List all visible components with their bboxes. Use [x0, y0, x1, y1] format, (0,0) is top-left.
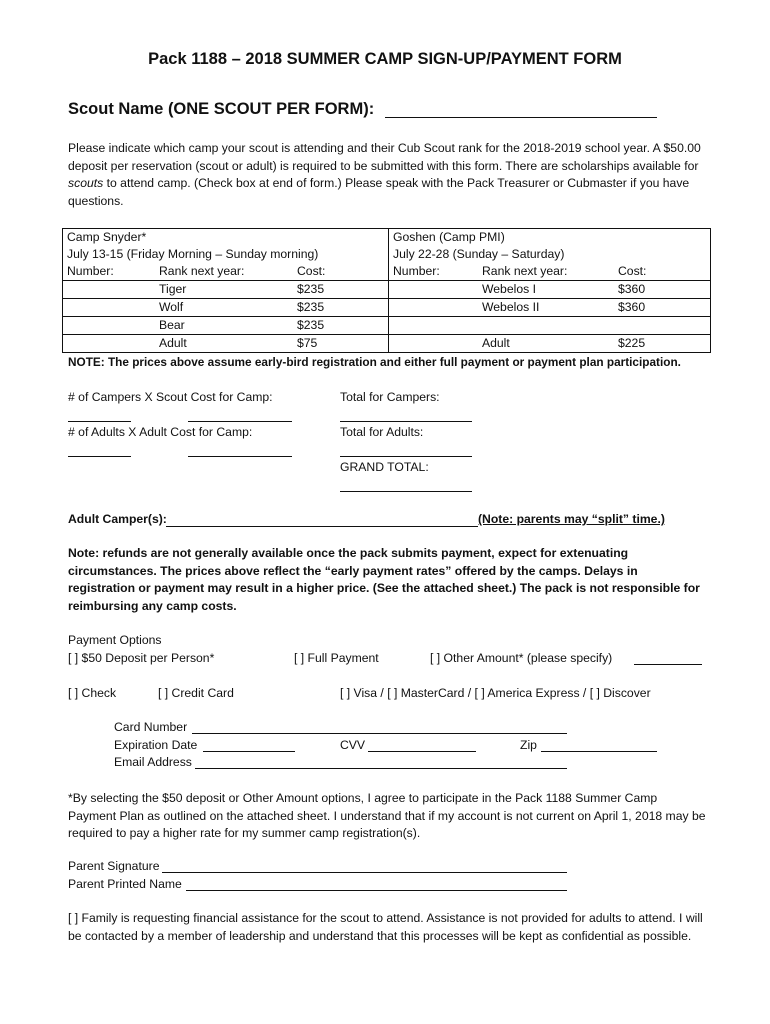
snyder-rank: Tiger: [159, 282, 187, 296]
snyder-cost: $235: [297, 300, 325, 314]
email-field[interactable]: [195, 768, 567, 769]
intro-paragraph: [68, 140, 708, 210]
expiration-label: Expiration Date: [114, 738, 198, 752]
full-payment-option[interactable]: [ ] Full Payment: [294, 651, 379, 665]
card-number-field[interactable]: [192, 733, 567, 734]
snyder-cost-header: Cost:: [297, 264, 326, 278]
grand-total-label: GRAND TOTAL:: [340, 460, 429, 474]
total-campers-field[interactable]: [340, 421, 472, 422]
deposit-option[interactable]: [ ] $50 Deposit per Person*: [68, 651, 215, 665]
adults-count-field[interactable]: [68, 456, 131, 457]
table-row: [63, 299, 711, 317]
payment-options-heading: Payment Options: [68, 633, 162, 647]
refund-note: Note: refunds are not generally available once the pack submits payment, expect for extenuating circumstances. The prices above reflect the “early payment rates” offered by the camps. Delays in registration or payment may result in a higher price. (See the attached sheet.) The pack is not responsible for reimbursing any camp costs.: [68, 546, 700, 613]
price-note: NOTE: The prices above assume early-bird registration and either full payment or payment plan participation.: [68, 355, 681, 369]
snyder-cost: $235: [297, 282, 325, 296]
snyder-rank: Bear: [159, 318, 185, 332]
credit-card-option[interactable]: [ ] Credit Card: [158, 686, 234, 700]
email-label: Email Address: [114, 755, 192, 769]
page-title: Pack 1188 – 2018 SUMMER CAMP SIGN-UP/PAYMENT FORM: [148, 50, 622, 68]
total-adults-label: Total for Adults:: [340, 425, 424, 439]
snyder-dates: July 13-15 (Friday Morning – Sunday morning): [67, 247, 319, 261]
check-option[interactable]: [ ] Check: [68, 686, 117, 700]
card-type-options[interactable]: [ ] Visa / [ ] MasterCard / [ ] America Express / [ ] Discover: [340, 686, 651, 700]
other-amount-field[interactable]: [634, 664, 702, 665]
adults-calc-label: # of Adults X Adult Cost for Camp:: [68, 425, 253, 439]
camp-pricing-table: [62, 228, 711, 353]
intro-text-2: to attend camp. (Check box at end of form.) Please speak with the Pack Treasurer or Cubmaster if you have questions.: [68, 176, 690, 208]
goshen-rank: Adult: [482, 336, 510, 350]
parent-signature-field[interactable]: [162, 872, 567, 873]
goshen-rank: Webelos I: [482, 282, 536, 296]
zip-label: Zip: [520, 738, 537, 752]
snyder-rank-header: Rank next year:: [159, 264, 245, 278]
scout-cost-field[interactable]: [188, 421, 292, 422]
goshen-dates: July 22-28 (Sunday – Saturday): [393, 247, 565, 261]
adult-campers-label: Adult Camper(s):: [68, 512, 167, 526]
snyder-rank: Adult: [159, 336, 187, 350]
table-row: [63, 281, 711, 299]
goshen-cost-header: Cost:: [618, 264, 647, 278]
campers-calc-label: # of Campers X Scout Cost for Camp:: [68, 390, 273, 404]
snyder-name: Camp Snyder*: [67, 230, 147, 244]
agreement-paragraph: *By selecting the $50 deposit or Other Amount options, I agree to participate in the Pack 1188 Summer Camp Payment Plan as outlined on the attached sheet. I understand that if my account is not current on April 1, 2018 may be required to pay a higher rate for my summer camp registration(s).: [68, 791, 706, 840]
cvv-label: CVV: [340, 738, 366, 752]
parent-signature-label: Parent Signature: [68, 859, 160, 873]
adult-campers-note: (Note: parents may “split” time.): [478, 512, 665, 526]
zip-field[interactable]: [541, 751, 657, 752]
cvv-field[interactable]: [368, 751, 476, 752]
total-campers-label: Total for Campers:: [340, 390, 440, 404]
goshen-rank: Webelos II: [482, 300, 540, 314]
goshen-cost: $360: [618, 282, 646, 296]
adult-cost-field[interactable]: [188, 456, 292, 457]
other-amount-option[interactable]: [ ] Other Amount* (please specify): [430, 651, 613, 665]
snyder-rank: Wolf: [159, 300, 184, 314]
table-row: [63, 317, 711, 335]
scout-name-field[interactable]: [385, 117, 657, 118]
grand-total-field[interactable]: [340, 491, 472, 492]
campers-count-field[interactable]: [68, 421, 131, 422]
total-adults-field[interactable]: [340, 456, 472, 457]
parent-printed-name-field[interactable]: [186, 890, 567, 891]
goshen-cost: $360: [618, 300, 646, 314]
goshen-rank-header: Rank next year:: [482, 264, 568, 278]
table-row: [63, 335, 711, 353]
intro-emphasis: scouts: [68, 176, 104, 190]
financial-assistance-option[interactable]: [ ] Family is requesting financial assistance for the scout to attend. Assistance is not provided for adults to attend. I will be contacted by a member of leadership and understand that this processes will be kept as confidential as possible.: [68, 911, 703, 943]
scout-name-label: Scout Name (ONE SCOUT PER FORM):: [68, 100, 375, 118]
snyder-cost: $75: [297, 336, 318, 350]
parent-printed-name-label: Parent Printed Name: [68, 877, 182, 891]
goshen-number-header: Number:: [393, 264, 440, 278]
snyder-cost: $235: [297, 318, 325, 332]
adult-campers-field[interactable]: [166, 526, 478, 527]
expiration-field[interactable]: [203, 751, 295, 752]
card-number-label: Card Number: [114, 720, 188, 734]
snyder-number-header: Number:: [67, 264, 114, 278]
goshen-name: Goshen (Camp PMI): [393, 230, 505, 244]
intro-text-1: Please indicate which camp your scout is attending and their Cub Scout rank for the 2018-2019 school year. A $50.00 deposit per reservation (scout or adult) is required to be submitted with this form. There are scholarships available for: [68, 141, 701, 173]
goshen-cost: $225: [618, 336, 646, 350]
